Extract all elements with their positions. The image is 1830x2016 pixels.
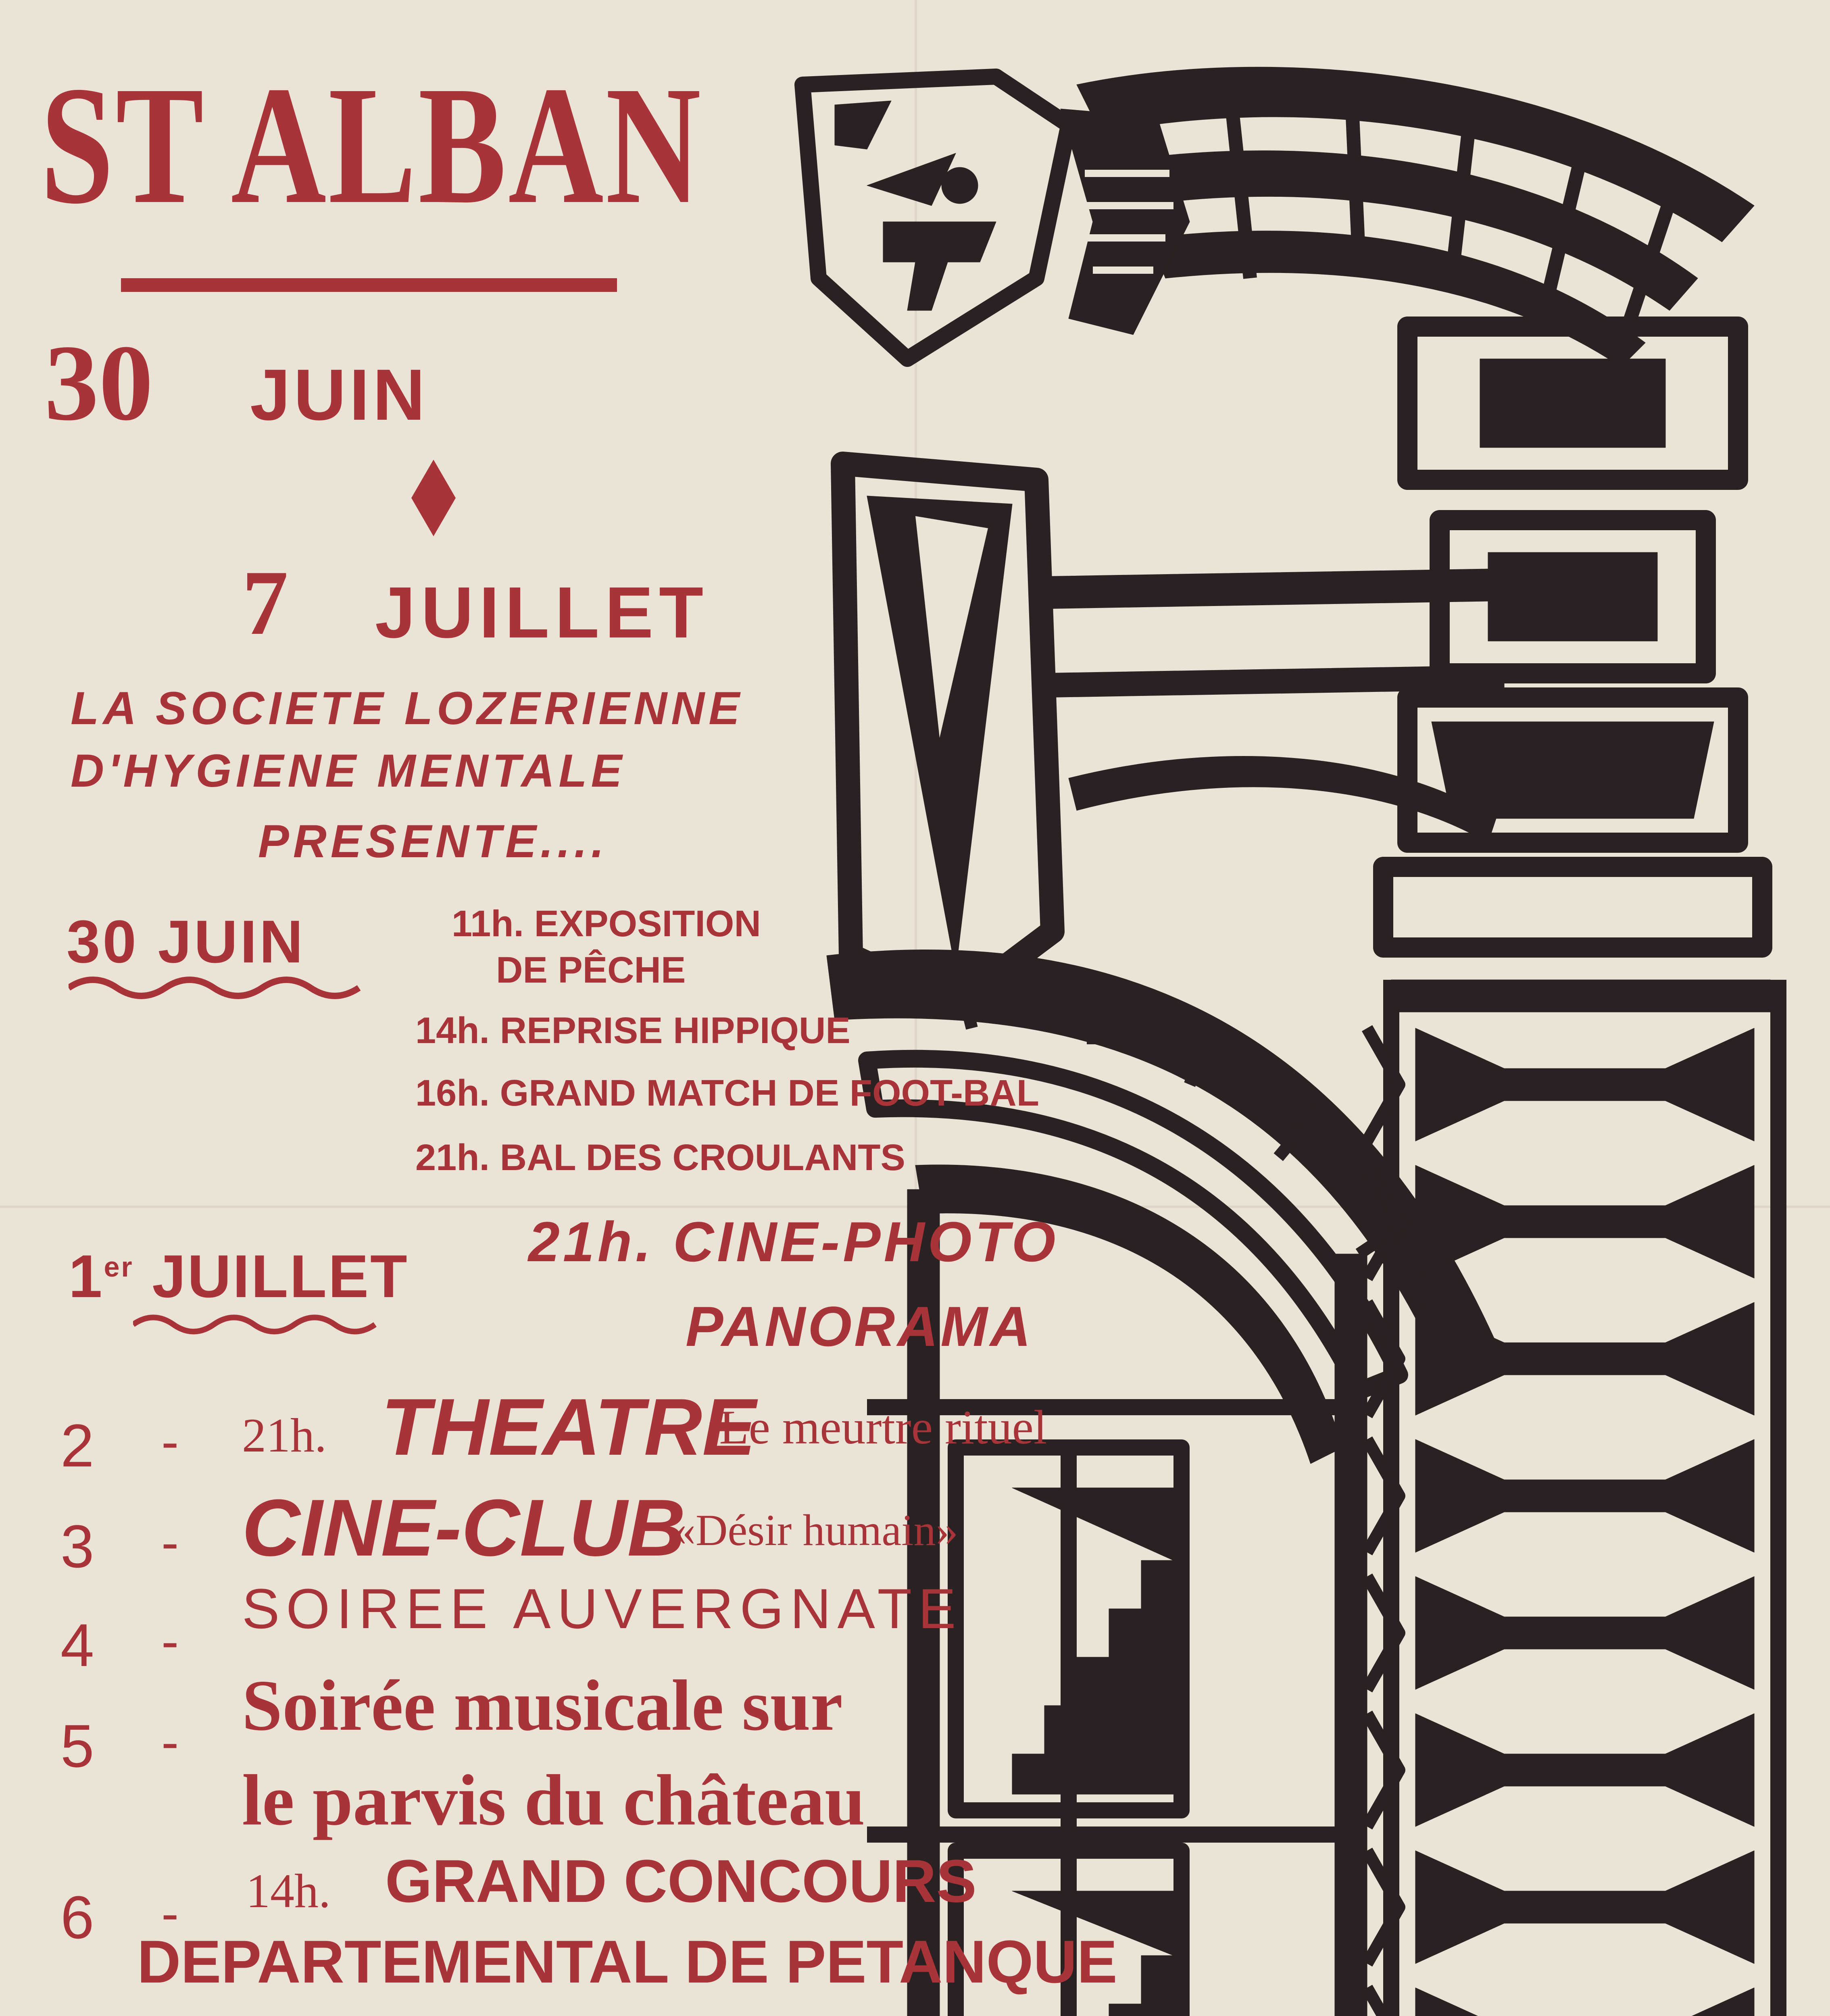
day1-label-month: JUILLET — [152, 1242, 409, 1310]
day30-event-3: 16h. GRAND MATCH DE FOOT-BAL — [415, 1073, 1039, 1114]
day4-dash: - — [161, 1612, 179, 1670]
day1-label-num: 1 — [69, 1242, 104, 1310]
start-day: 30 — [44, 323, 153, 443]
poster-title: ST ALBAN — [40, 51, 703, 239]
day1-label-sup: er — [104, 1251, 134, 1283]
day5-line-2: le parvis du château — [242, 1760, 865, 1840]
day1-event-1: 21h. CINE-PHOTO — [528, 1210, 1059, 1273]
society-line-2: D'HYGIENE MENTALE — [71, 745, 626, 797]
day1-label — [69, 1242, 409, 1310]
day3-detail: «Désir humain» — [673, 1506, 958, 1555]
day2-detail: :Le meurtre rituel — [706, 1400, 1047, 1454]
day6-line-2: DEPARTEMENTAL DE PETANQUE — [137, 1928, 1117, 1995]
day3-number: 3 — [60, 1512, 94, 1580]
start-month: JUIN — [250, 354, 429, 435]
wavy-underline — [133, 1310, 383, 1335]
day30-event-1b: DE PÊCHE — [496, 950, 686, 991]
day30-event-4: 21h. BAL DES CROULANTS — [415, 1137, 905, 1178]
day2-event: THEATRE — [381, 1382, 756, 1472]
day30-label: 30 JUIN — [67, 908, 306, 975]
day6-line-1: GRAND CONCOURS — [385, 1847, 977, 1915]
title-underline — [121, 278, 617, 292]
society-line-1: LA SOCIETE LOZERIENNE — [71, 683, 744, 734]
day4-number: 4 — [60, 1611, 94, 1679]
end-day: 7 — [242, 551, 288, 654]
day30-event-2: 14h. REPRISE HIPPIQUE — [415, 1010, 850, 1051]
day6-dash: - — [161, 1884, 179, 1943]
day1-event-1b: PANORAMA — [686, 1295, 1034, 1358]
wavy-underline — [69, 972, 375, 1000]
day6-number: 6 — [60, 1883, 94, 1951]
day5-number: 5 — [60, 1712, 94, 1780]
day3-dash: - — [161, 1513, 179, 1572]
society-line-3: PRESENTE.... — [258, 816, 608, 867]
day5-dash: - — [161, 1712, 179, 1771]
day6-time: 14h. — [246, 1864, 331, 1918]
day2-time: 21h. — [242, 1408, 327, 1462]
day5-line-1: Soirée musicale sur — [242, 1665, 843, 1745]
woodcut-illustration — [786, 52, 1819, 2016]
day30-event-1: 11h. EXPOSITION — [452, 903, 761, 944]
end-month: JUILLET — [375, 572, 709, 653]
day2-number: 2 — [60, 1412, 94, 1479]
day2-dash: - — [161, 1412, 179, 1471]
day3-event: CINE-CLUB — [242, 1483, 686, 1573]
diamond-icon — [411, 460, 456, 536]
day4-event: SOIREE AUVERGNATE — [242, 1577, 963, 1640]
